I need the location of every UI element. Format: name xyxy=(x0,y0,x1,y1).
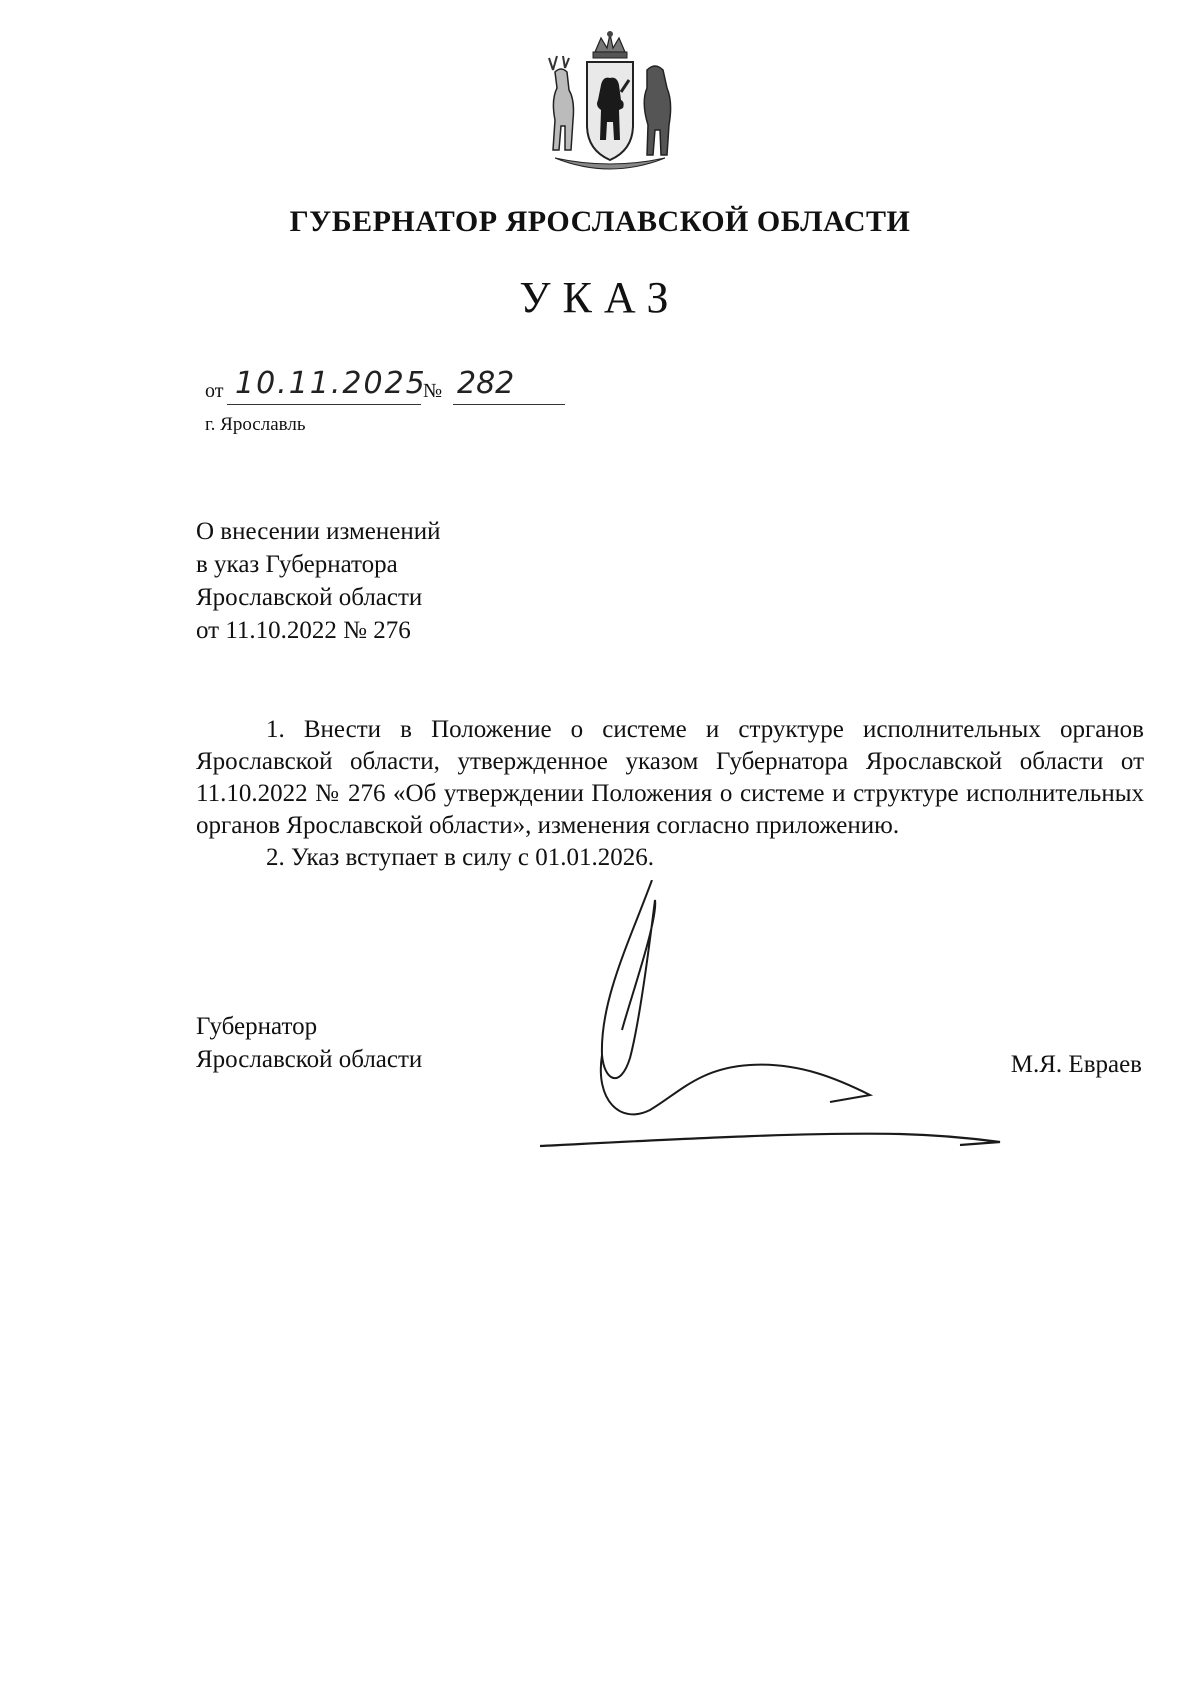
position-line: Ярославской области xyxy=(196,1046,423,1073)
date-underline xyxy=(227,404,421,405)
from-label: от xyxy=(205,380,224,402)
city: г. Ярославль xyxy=(205,414,306,435)
subject-line: в указ Губернатора xyxy=(196,551,398,578)
position-line: Губернатор xyxy=(196,1013,318,1040)
registration-line xyxy=(205,368,565,408)
subject-line: от 11.10.2022 № 276 xyxy=(196,617,411,644)
number-label: № xyxy=(423,380,443,402)
subject-line: Ярославской области xyxy=(196,584,423,611)
decree-body xyxy=(196,714,1144,874)
paragraph-2: 2. Указ вступает в силу с 01.01.2026. xyxy=(266,844,654,871)
issuer-title: ГУБЕРНАТОР ЯРОСЛАВСКОЙ ОБЛАСТИ xyxy=(289,205,911,238)
subject-line: О внесении изменений xyxy=(196,518,441,545)
decree-number: 282 xyxy=(457,366,515,401)
number-underline xyxy=(453,404,565,405)
paragraph-1: 1. Внести в Положение о системе и структуре исполнительных органов Ярославской области, утвержденное указом Губернатора Ярославской области от 11.10.2022 № 276 «Об утверждении Положения о системе и структуре исполнительных органов Ярославской области», изменения согласно приложению. xyxy=(196,716,1144,839)
decree-date: 10.11.2025 xyxy=(235,366,427,401)
document-type: УКАЗ xyxy=(519,273,681,322)
coat-of-arms-icon xyxy=(535,30,685,180)
handwritten-signature-icon xyxy=(540,880,1060,1160)
signatory-position xyxy=(196,1010,422,1076)
decree-subject xyxy=(196,515,441,647)
signatory-name: М.Я. Евраев xyxy=(1010,1051,1142,1078)
